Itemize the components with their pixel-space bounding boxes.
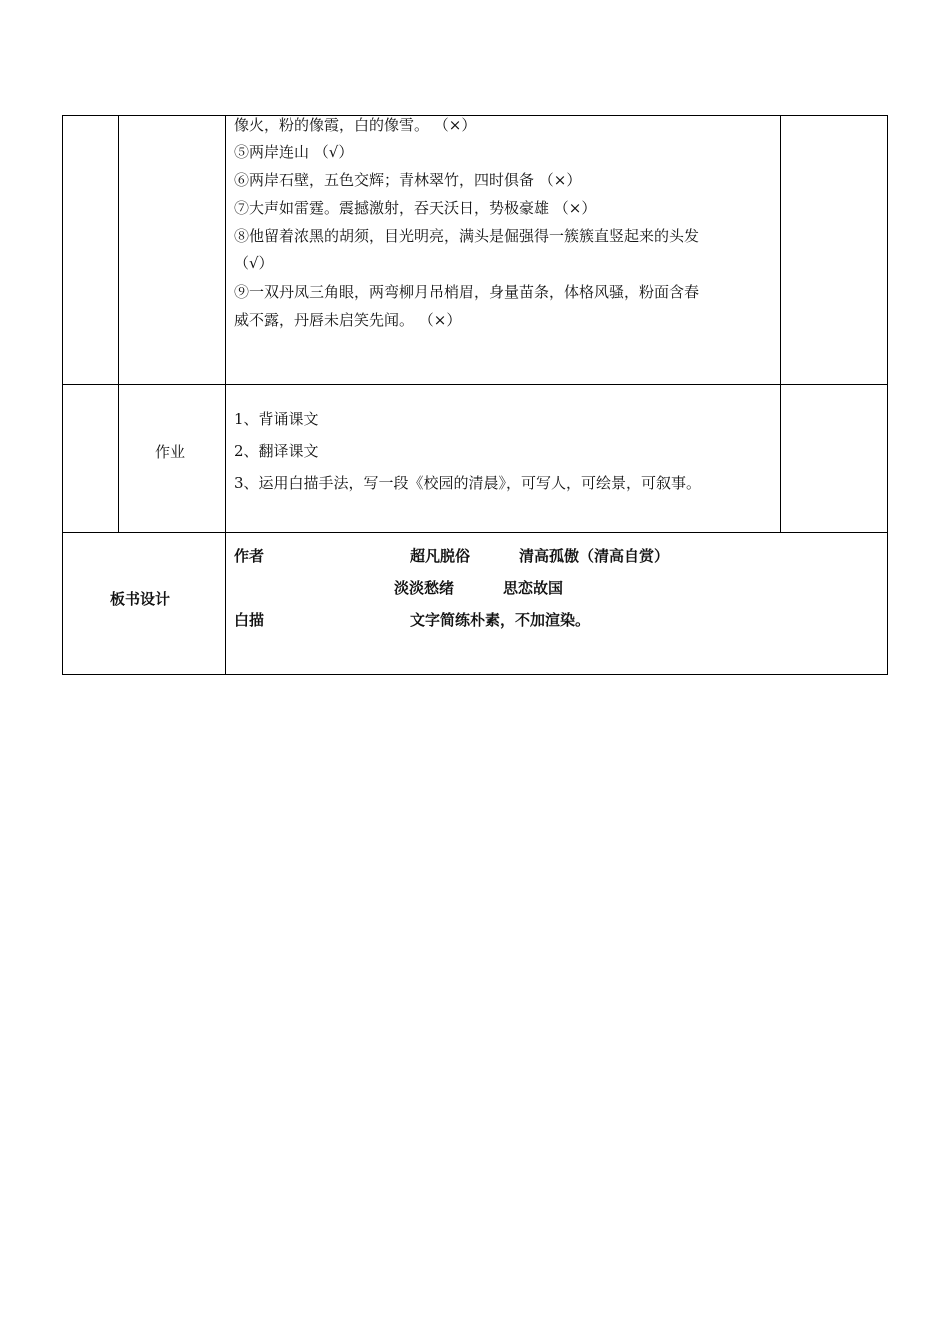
board-technique-desc: 文字简练朴素，不加渲染。 — [410, 611, 591, 629]
board-technique: 白描 — [234, 611, 265, 629]
table-bottom-border — [62, 674, 888, 675]
board-author: 作者 — [234, 547, 265, 565]
row-divider-homework — [62, 384, 888, 385]
answer-line: 威不露，丹唇未启笑先闻。 （×） — [234, 311, 462, 329]
answer-line: 像火，粉的像霞，白的像雪。 （×） — [234, 116, 477, 134]
homework-item: 2、翻译课文 — [234, 442, 319, 460]
col-divider-2 — [225, 115, 226, 675]
homework-label: 作业 — [155, 443, 186, 461]
col-divider-1 — [118, 115, 119, 533]
homework-item: 1、背诵课文 — [234, 410, 319, 428]
answer-line: ⑧他留着浓黑的胡须，目光明亮，满头是倔强得一簇簇直竖起来的头发 — [234, 227, 700, 245]
row-divider-board — [62, 532, 888, 533]
answer-line: （√） — [234, 254, 274, 272]
board-trait-1: 超凡脱俗 — [410, 547, 471, 565]
homework-item: 3、运用白描手法，写一段《校园的清晨》，可写人，可绘景，可叙事。 — [234, 474, 702, 492]
answer-line: ⑦大声如雷霆。震撼激射，吞天沃日，势极豪雄 （×） — [234, 199, 597, 217]
answer-line: ⑤两岸连山 （√） — [234, 143, 354, 161]
board-emotion-1: 淡淡愁绪 — [394, 579, 455, 597]
board-design-label: 板书设计 — [110, 590, 171, 608]
board-trait-2: 清高孤傲（清高自赏） — [519, 547, 670, 565]
table-left-border — [62, 115, 63, 675]
answer-line: ⑨一双丹凤三角眼，两弯柳月吊梢眉，身量苗条，体格风骚，粉面含春 — [234, 283, 700, 301]
table-right-border — [887, 115, 888, 675]
col-divider-3 — [780, 115, 781, 533]
board-emotion-2: 思恋故国 — [503, 579, 564, 597]
answer-line: ⑥两岸石壁，五色交辉；青林翠竹，四时俱备 （×） — [234, 171, 582, 189]
